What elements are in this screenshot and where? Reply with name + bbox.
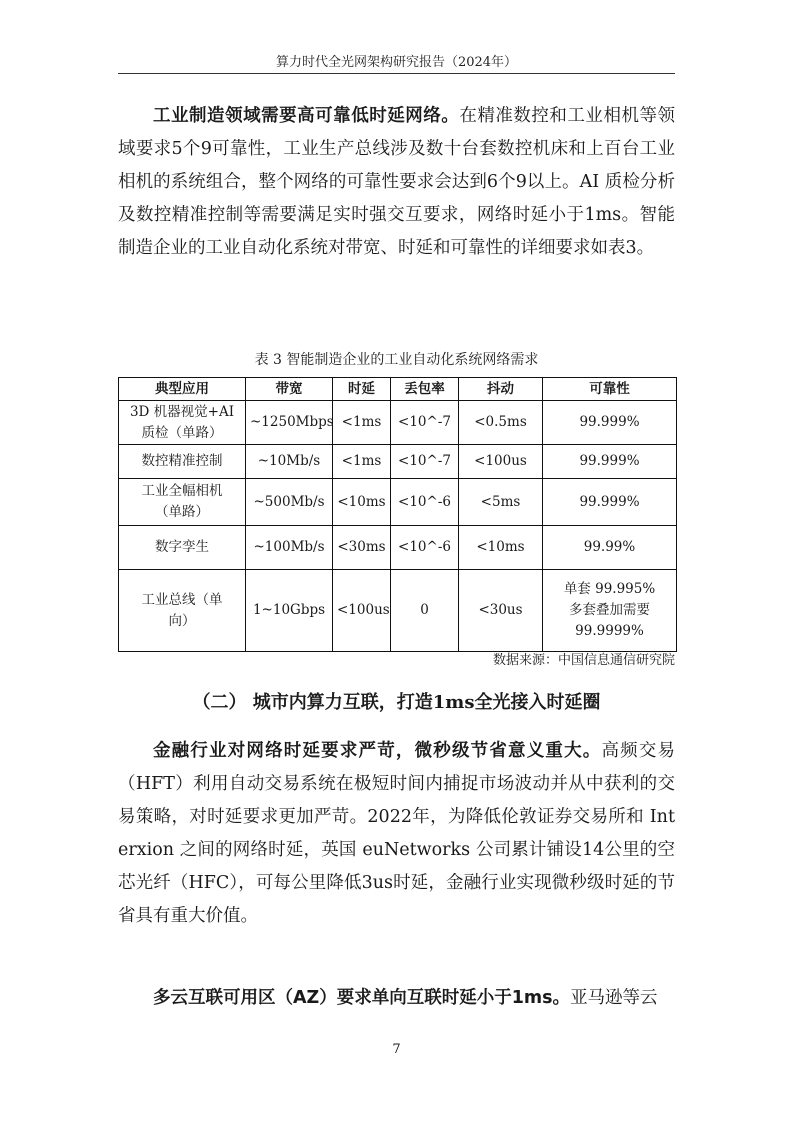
cell-bandwidth: 1~10Gbps	[246, 570, 333, 652]
table-row	[119, 401, 677, 445]
section-heading: （二） 城市内算力互联，打造1ms全光接入时延圈	[192, 692, 601, 713]
cell-application: 数字孪生	[119, 526, 246, 570]
cell-latency: <10ms	[333, 479, 391, 526]
column-header-latency: 时延	[333, 378, 391, 401]
table-caption: 表 3 智能制造企业的工业自动化系统网络需求	[254, 352, 539, 368]
cell-reliability: 99.999%	[543, 479, 677, 526]
header-rule	[118, 73, 675, 74]
table-header-row	[119, 378, 677, 401]
cell-packet-loss: <10^-7	[391, 445, 459, 479]
cell-jitter: <30us	[459, 570, 543, 652]
table-row	[119, 445, 677, 479]
cell-bandwidth: ~1250Mbps	[246, 401, 333, 445]
table-row	[119, 570, 677, 652]
cell-packet-loss: <10^-6	[391, 526, 459, 570]
cell-reliability: 单套 99.995% 多套叠加需要 99.9999%	[543, 570, 677, 652]
cell-application: 工业全幅相机 （单路）	[119, 479, 246, 526]
paragraph-finance-latency	[118, 735, 675, 933]
column-header-application: 典型应用	[119, 378, 246, 401]
page-number: 7	[392, 1042, 401, 1057]
cell-latency: <1ms	[333, 445, 391, 479]
cell-latency: <30ms	[333, 526, 391, 570]
paragraph-body: 高频交易（HFT）利用自动交易系统在极短时间内捕捉市场波动并从中获利的交易策略，对时延要求更加严苛。2022年，为降低伦敦证券交易所和 Interxion 之间的网络时延，英国 euNetworks 公司累计铺设14公里的空芯光纤（HFC），可每公里降低3us时延，金融行业实现微秒级时延的节省具有重大价值。	[118, 741, 676, 926]
cell-application: 工业总线（单 向）	[119, 570, 246, 652]
cell-reliability: 99.99%	[543, 526, 677, 570]
paragraph-lead: 多云互联可用区（AZ）要求单向互联时延小于1ms。	[153, 988, 571, 1008]
paragraph-lead: 工业制造领域需要高可靠低时延网络。	[153, 106, 460, 126]
cell-bandwidth: ~10Mb/s	[246, 445, 333, 479]
cell-jitter: <5ms	[459, 479, 543, 526]
paragraph-multicloud	[118, 982, 675, 1015]
paragraph-industrial-manufacturing	[118, 100, 675, 265]
column-header-packet-loss: 丢包率	[391, 378, 459, 401]
cell-latency: <1ms	[333, 401, 391, 445]
column-header-reliability: 可靠性	[543, 378, 677, 401]
cell-reliability: 99.999%	[543, 445, 677, 479]
cell-reliability: 99.999%	[543, 401, 677, 445]
table-row	[119, 479, 677, 526]
running-header: 算力时代全光网架构研究报告（2024年）	[275, 55, 518, 70]
cell-jitter: <0.5ms	[459, 401, 543, 445]
paragraph-body: 亚马逊等云	[570, 988, 658, 1008]
paragraph-body: 在精准数控和工业相机等领域要求5个9可靠性，工业生产总线涉及数十台套数控机床和上百台工业相机的系统组合，整个网络的可靠性要求会达到6个9以上。AI 质检分析及数控精准控制等需要满足实时强交互要求，网络时延小于1ms。智能制造企业的工业自动化系统对带宽、时延和可靠性的详细要求如表3。	[118, 106, 676, 258]
column-header-bandwidth: 带宽	[246, 378, 333, 401]
table-row	[119, 526, 677, 570]
network-requirements-table	[118, 377, 677, 652]
cell-packet-loss: <10^-7	[391, 401, 459, 445]
cell-packet-loss: 0	[391, 570, 459, 652]
cell-jitter: <100us	[459, 445, 543, 479]
cell-application: 3D 机器视觉+AI 质检（单路）	[119, 401, 246, 445]
table-source-note: 数据来源：中国信息通信研究院	[492, 653, 675, 668]
column-header-jitter: 抖动	[459, 378, 543, 401]
cell-jitter: <10ms	[459, 526, 543, 570]
paragraph-lead: 金融行业对网络时延要求严苛，微秒级节省意义重大。	[153, 741, 602, 761]
cell-packet-loss: <10^-6	[391, 479, 459, 526]
cell-bandwidth: ~500Mb/s	[246, 479, 333, 526]
cell-bandwidth: ~100Mb/s	[246, 526, 333, 570]
cell-application: 数控精准控制	[119, 445, 246, 479]
cell-latency: <100us	[333, 570, 391, 652]
